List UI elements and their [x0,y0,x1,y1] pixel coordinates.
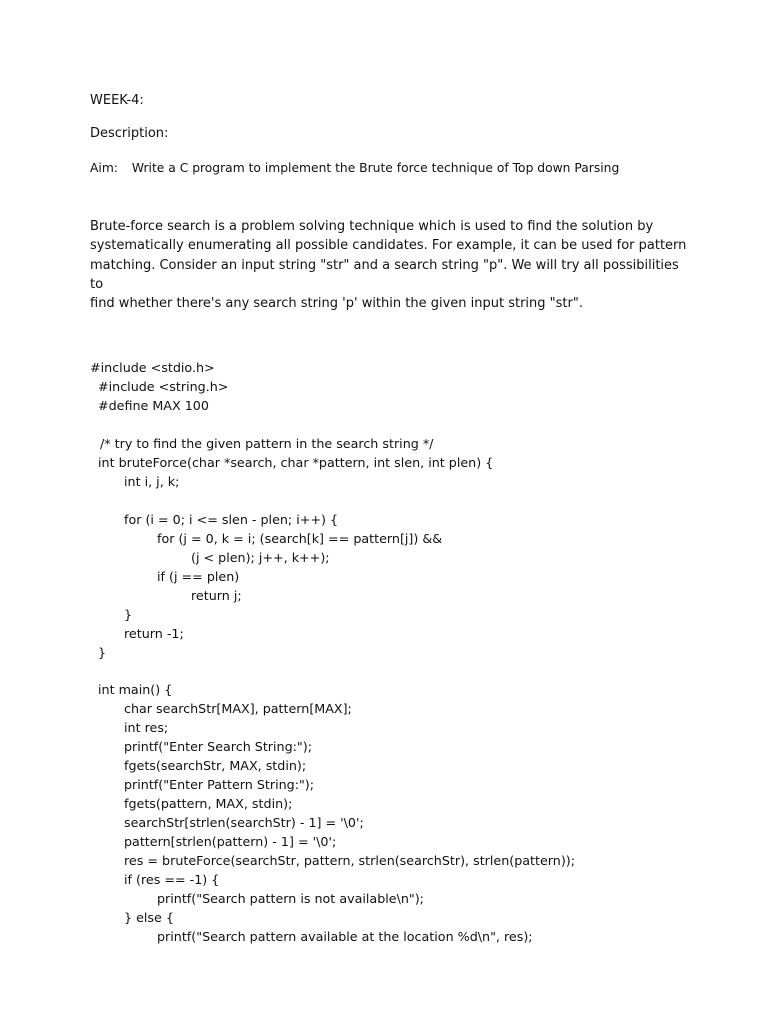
week-heading: WEEK-4: [90,93,144,108]
code-line: int i, j, k; [124,474,180,490]
code-line: if (res == -1) { [124,871,220,887]
code-line: if (j == plen) [157,568,240,584]
code-line: fgets(pattern, MAX, stdin); [124,796,293,812]
description-heading: Description: [90,126,169,141]
code-line: searchStr[strlen(searchStr) - 1] = '\0'; [124,814,364,830]
code-line: res = bruteForce(searchStr, pattern, strlen(searchStr), strlen(pattern)); [124,852,575,868]
code-line: /* try to find the given pattern in the search string */ [100,436,434,452]
code-line: printf("Enter Pattern String:"); [124,777,315,793]
code-line: #define MAX 100 [98,398,209,414]
paragraph-line: Brute-force search is a problem solving technique which is used to find the solution by [90,219,654,234]
code-line: int bruteForce(char *search, char *pattern, int slen, int plen) { [98,455,494,471]
code-line: pattern[strlen(pattern) - 1] = '\0'; [124,833,337,849]
code-listing [90,359,690,946]
code-line: return -1; [124,625,184,641]
description-paragraph [90,217,690,313]
aim-label: Aim: [90,161,118,175]
code-line: } [124,606,133,622]
code-line: } else { [124,909,174,925]
paragraph-line: matching. Consider an input string "str" and a search string "p". We will try all possibilities to [90,257,679,292]
code-line: printf("Search pattern is not available\n"); [157,890,424,906]
code-line: return j; [191,587,242,603]
code-line [90,416,690,435]
code-line: for (j = 0, k = i; (search[k] == pattern[j]) && [157,530,443,546]
code-line: fgets(searchStr, MAX, stdin); [124,758,307,774]
code-line: (j < plen); j++, k++); [191,549,330,565]
code-line [90,662,690,681]
paragraph-line: find whether there's any search string 'p' within the given input string "str". [90,296,583,312]
code-line: printf("Enter Search String:"); [124,739,312,755]
aim-text: Write a C program to implement the Brute force technique of Top down Parsing [131,161,620,175]
document-content [90,91,690,947]
code-line: int main() { [98,682,173,698]
paragraph-line: systematically enumerating all possible candidates. For example, it can be used for pattern [90,238,687,254]
code-line: char searchStr[MAX], pattern[MAX]; [124,701,352,717]
code-line: printf("Search pattern available at the location %d\n", res); [157,928,533,944]
code-line: #include <string.h> [98,379,229,395]
code-line [90,492,690,511]
code-line: #include <stdio.h> [90,360,215,376]
code-line: int res; [124,720,169,736]
code-line: } [98,644,107,660]
code-line: for (i = 0; i <= slen - plen; i++) { [124,511,339,527]
aim-line [90,159,690,178]
